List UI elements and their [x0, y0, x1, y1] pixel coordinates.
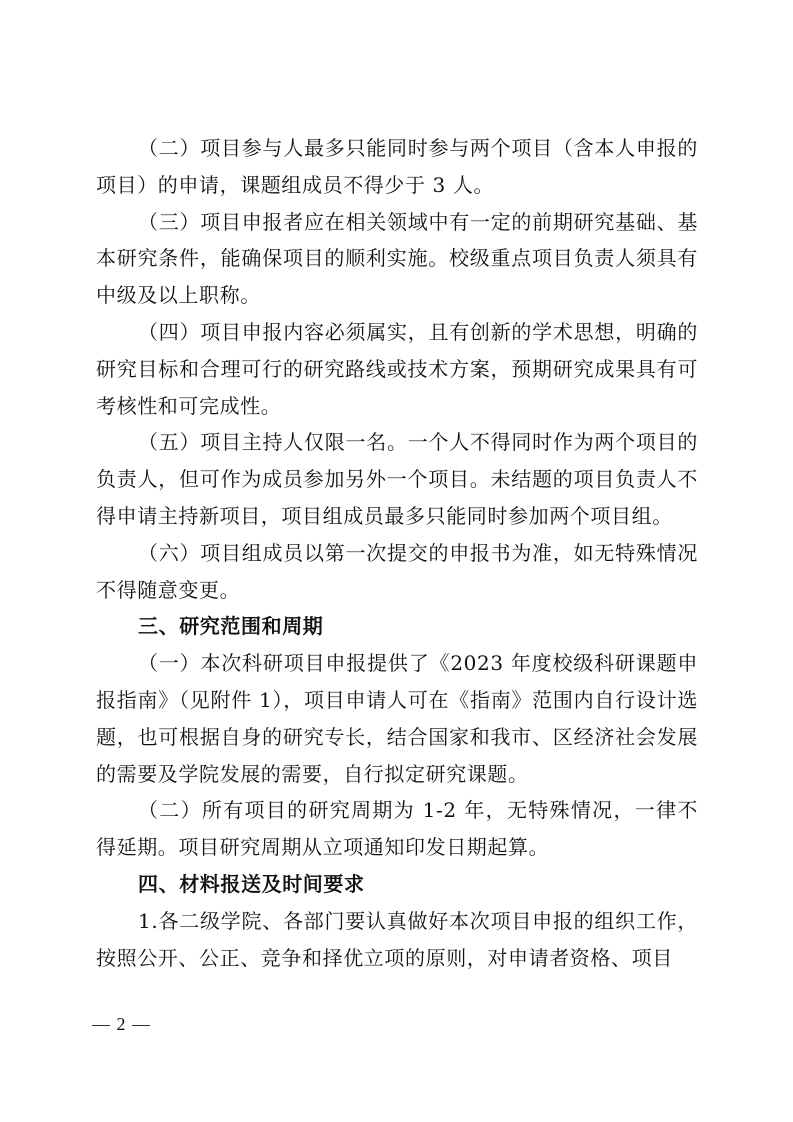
paragraph-2-6: （六）项目组成员以第一次提交的申报书为准，如无特殊情况不得随意变更。 — [96, 540, 698, 602]
document-body — [96, 130, 698, 976]
paragraph-2-5: （五）项目主持人仅限一名。一个人不得同时作为两个项目的负责人，但可作为成员参加另外一个项目。未结题的项目负责人不得申请主持新项目，项目组成员最多只能同时参加两个项目组。 — [96, 430, 698, 528]
paragraph-2-3: （三）项目申报者应在相关领域中有一定的前期研究基础、基本研究条件，能确保项目的顺利实施。校级重点项目负责人须具有中级及以上职称。 — [96, 209, 698, 308]
paragraph-4-1: 1.各二级学院、各部门要认真做好本次项目申报的组织工作，按照公开、公正、竞争和择优立项的原则，对申请者资格、项目 — [96, 908, 698, 970]
section-heading-4: 四、材料报送及时间要求 — [138, 871, 365, 896]
paragraph-2-4: （四）项目申报内容必须属实，且有创新的学术思想，明确的研究目标和合理可行的研究路线或技术方案，预期研究成果具有可考核性和可完成性。 — [96, 319, 698, 418]
paragraph-3-2: （二）所有项目的研究周期为 1-2 年，无特殊情况，一律不得延期。项目研究周期从立项通知印发日期起算。 — [96, 798, 698, 860]
paragraph-3-1: （一）本次科研项目申报提供了《2023 年度校级科研课题申报指南》（见附件 1），项目申请人可在《指南》范围内自行设计选题，也可根据自身的研究专长，结合国家和我市、区经济社会发展的需要及学院发展的需要，自行拟定研究课题。 — [96, 651, 698, 786]
section-heading-3: 三、研究范围和周期 — [138, 614, 324, 639]
paragraph-2-2: （二）项目参与人最多只能同时参与两个项目（含本人申报的项目）的申请，课题组成员不得少于 3 人。 — [96, 136, 698, 197]
page-number: — 2 — — [92, 1014, 151, 1034]
